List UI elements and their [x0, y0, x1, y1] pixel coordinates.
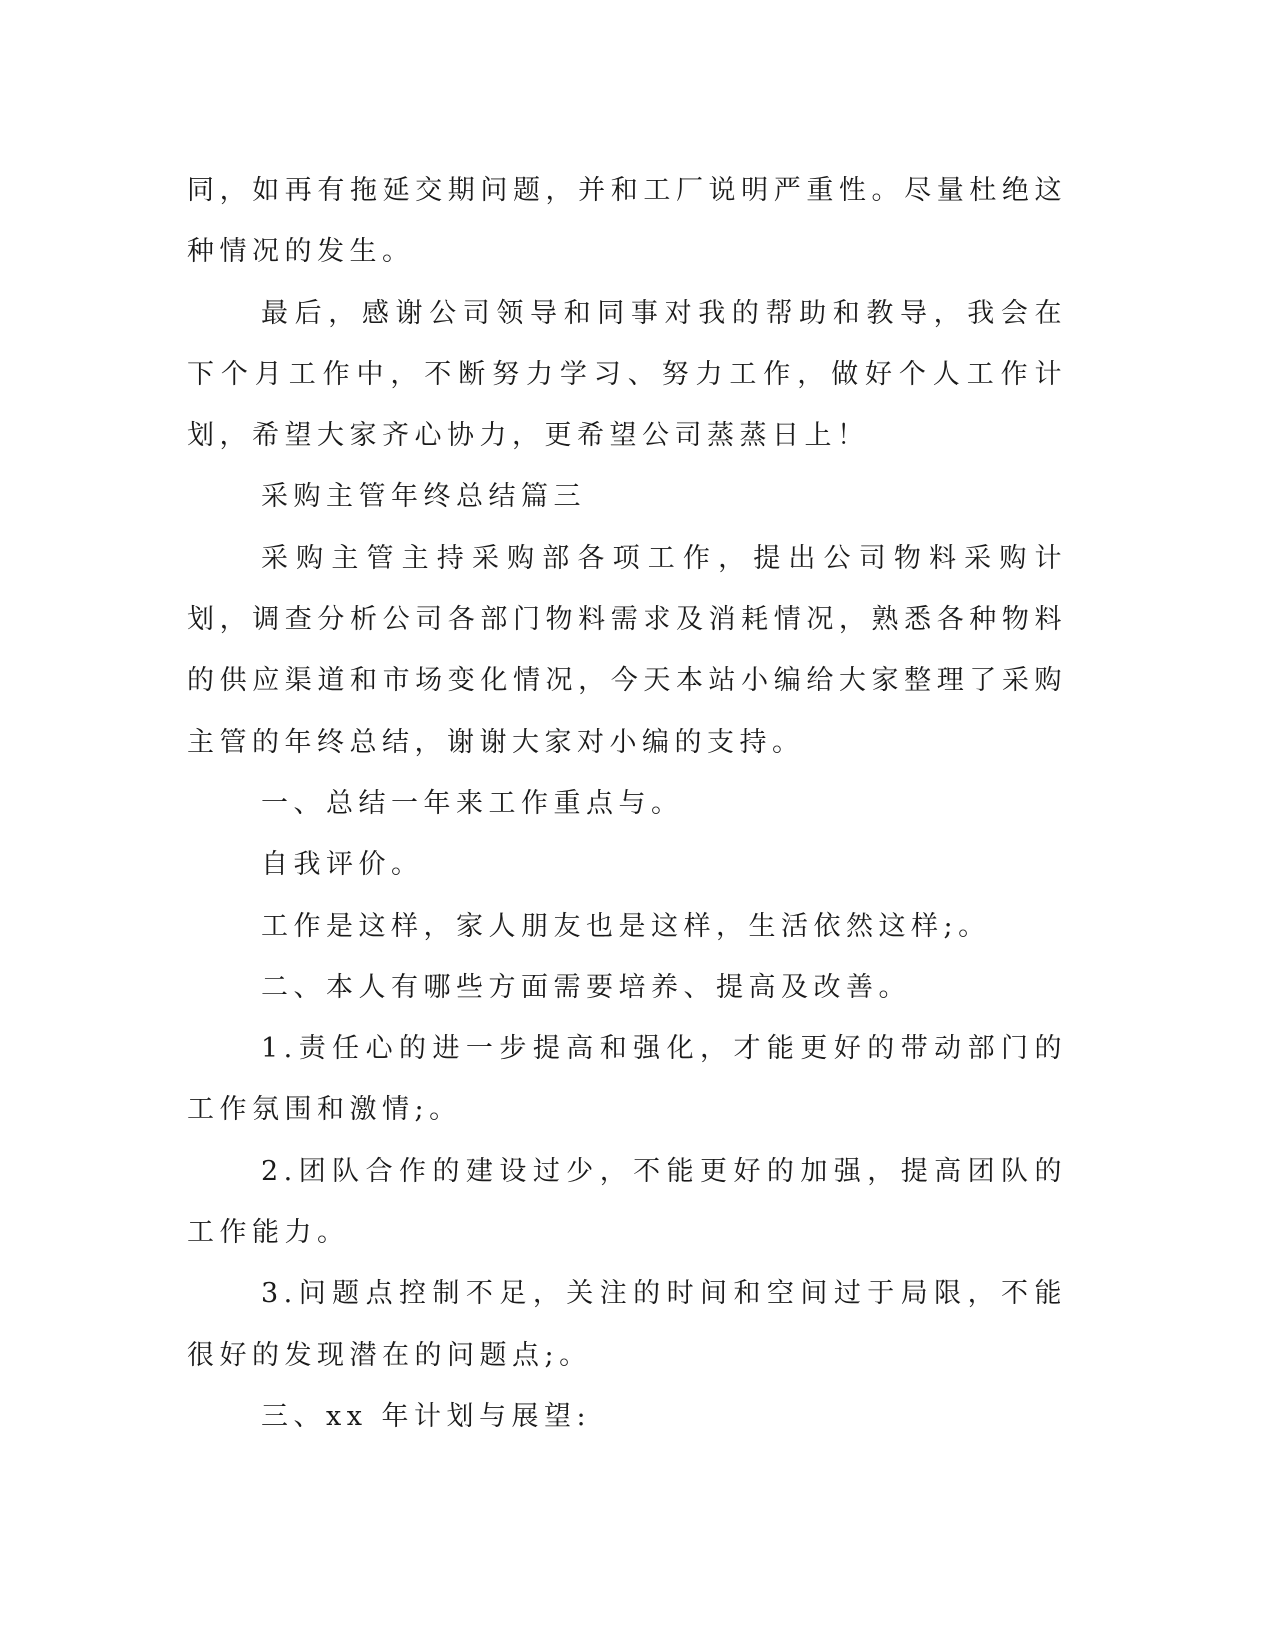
paragraph-work-life: 工作是这样，家人朋友也是这样，生活依然这样;。 [261, 910, 991, 942]
paragraph-intro: 采购主管主持采购部各项工作，提出公司物料采购计划，调查分析公司各部门物料需求及消耗情况，熟悉各种物料的供应渠道和市场变化情况，今天本站小编给大家整理了采购主管的年终总结，谢谢大家对小编的支持。 [187, 542, 1067, 758]
heading-three: 三、xx 年计划与展望: [261, 1400, 592, 1432]
paragraph-continuation: 同，如再有拖延交期问题，并和工厂说明严重性。尽量杜绝这种情况的发生。 [187, 175, 1067, 268]
list-item-2: 2.团队合作的建设过少，不能更好的加强，提高团队的工作能力。 [187, 1155, 1067, 1249]
paragraph-thanks: 最后，感谢公司领导和同事对我的帮助和教导，我会在下个月工作中，不断努力学习、努力工作，做好个人工作计划，希望大家齐心协力，更希望公司蒸蒸日上！ [187, 297, 1067, 452]
list-item-3: 3.问题点控制不足，关注的时间和空间过于局限，不能很好的发现潜在的问题点;。 [187, 1278, 1067, 1371]
section-title: 采购主管年终总结篇三 [261, 481, 586, 513]
list-item-1: 1.责任心的进一步提高和强化，才能更好的带动部门的工作氛围和激情;。 [187, 1033, 1067, 1126]
paragraph-self-evaluation: 自我评价。 [261, 849, 424, 881]
document-body [187, 160, 1067, 1447]
heading-two: 二、本人有哪些方面需要培养、提高及改善。 [261, 971, 911, 1003]
heading-one: 一、总结一年来工作重点与。 [261, 787, 684, 819]
